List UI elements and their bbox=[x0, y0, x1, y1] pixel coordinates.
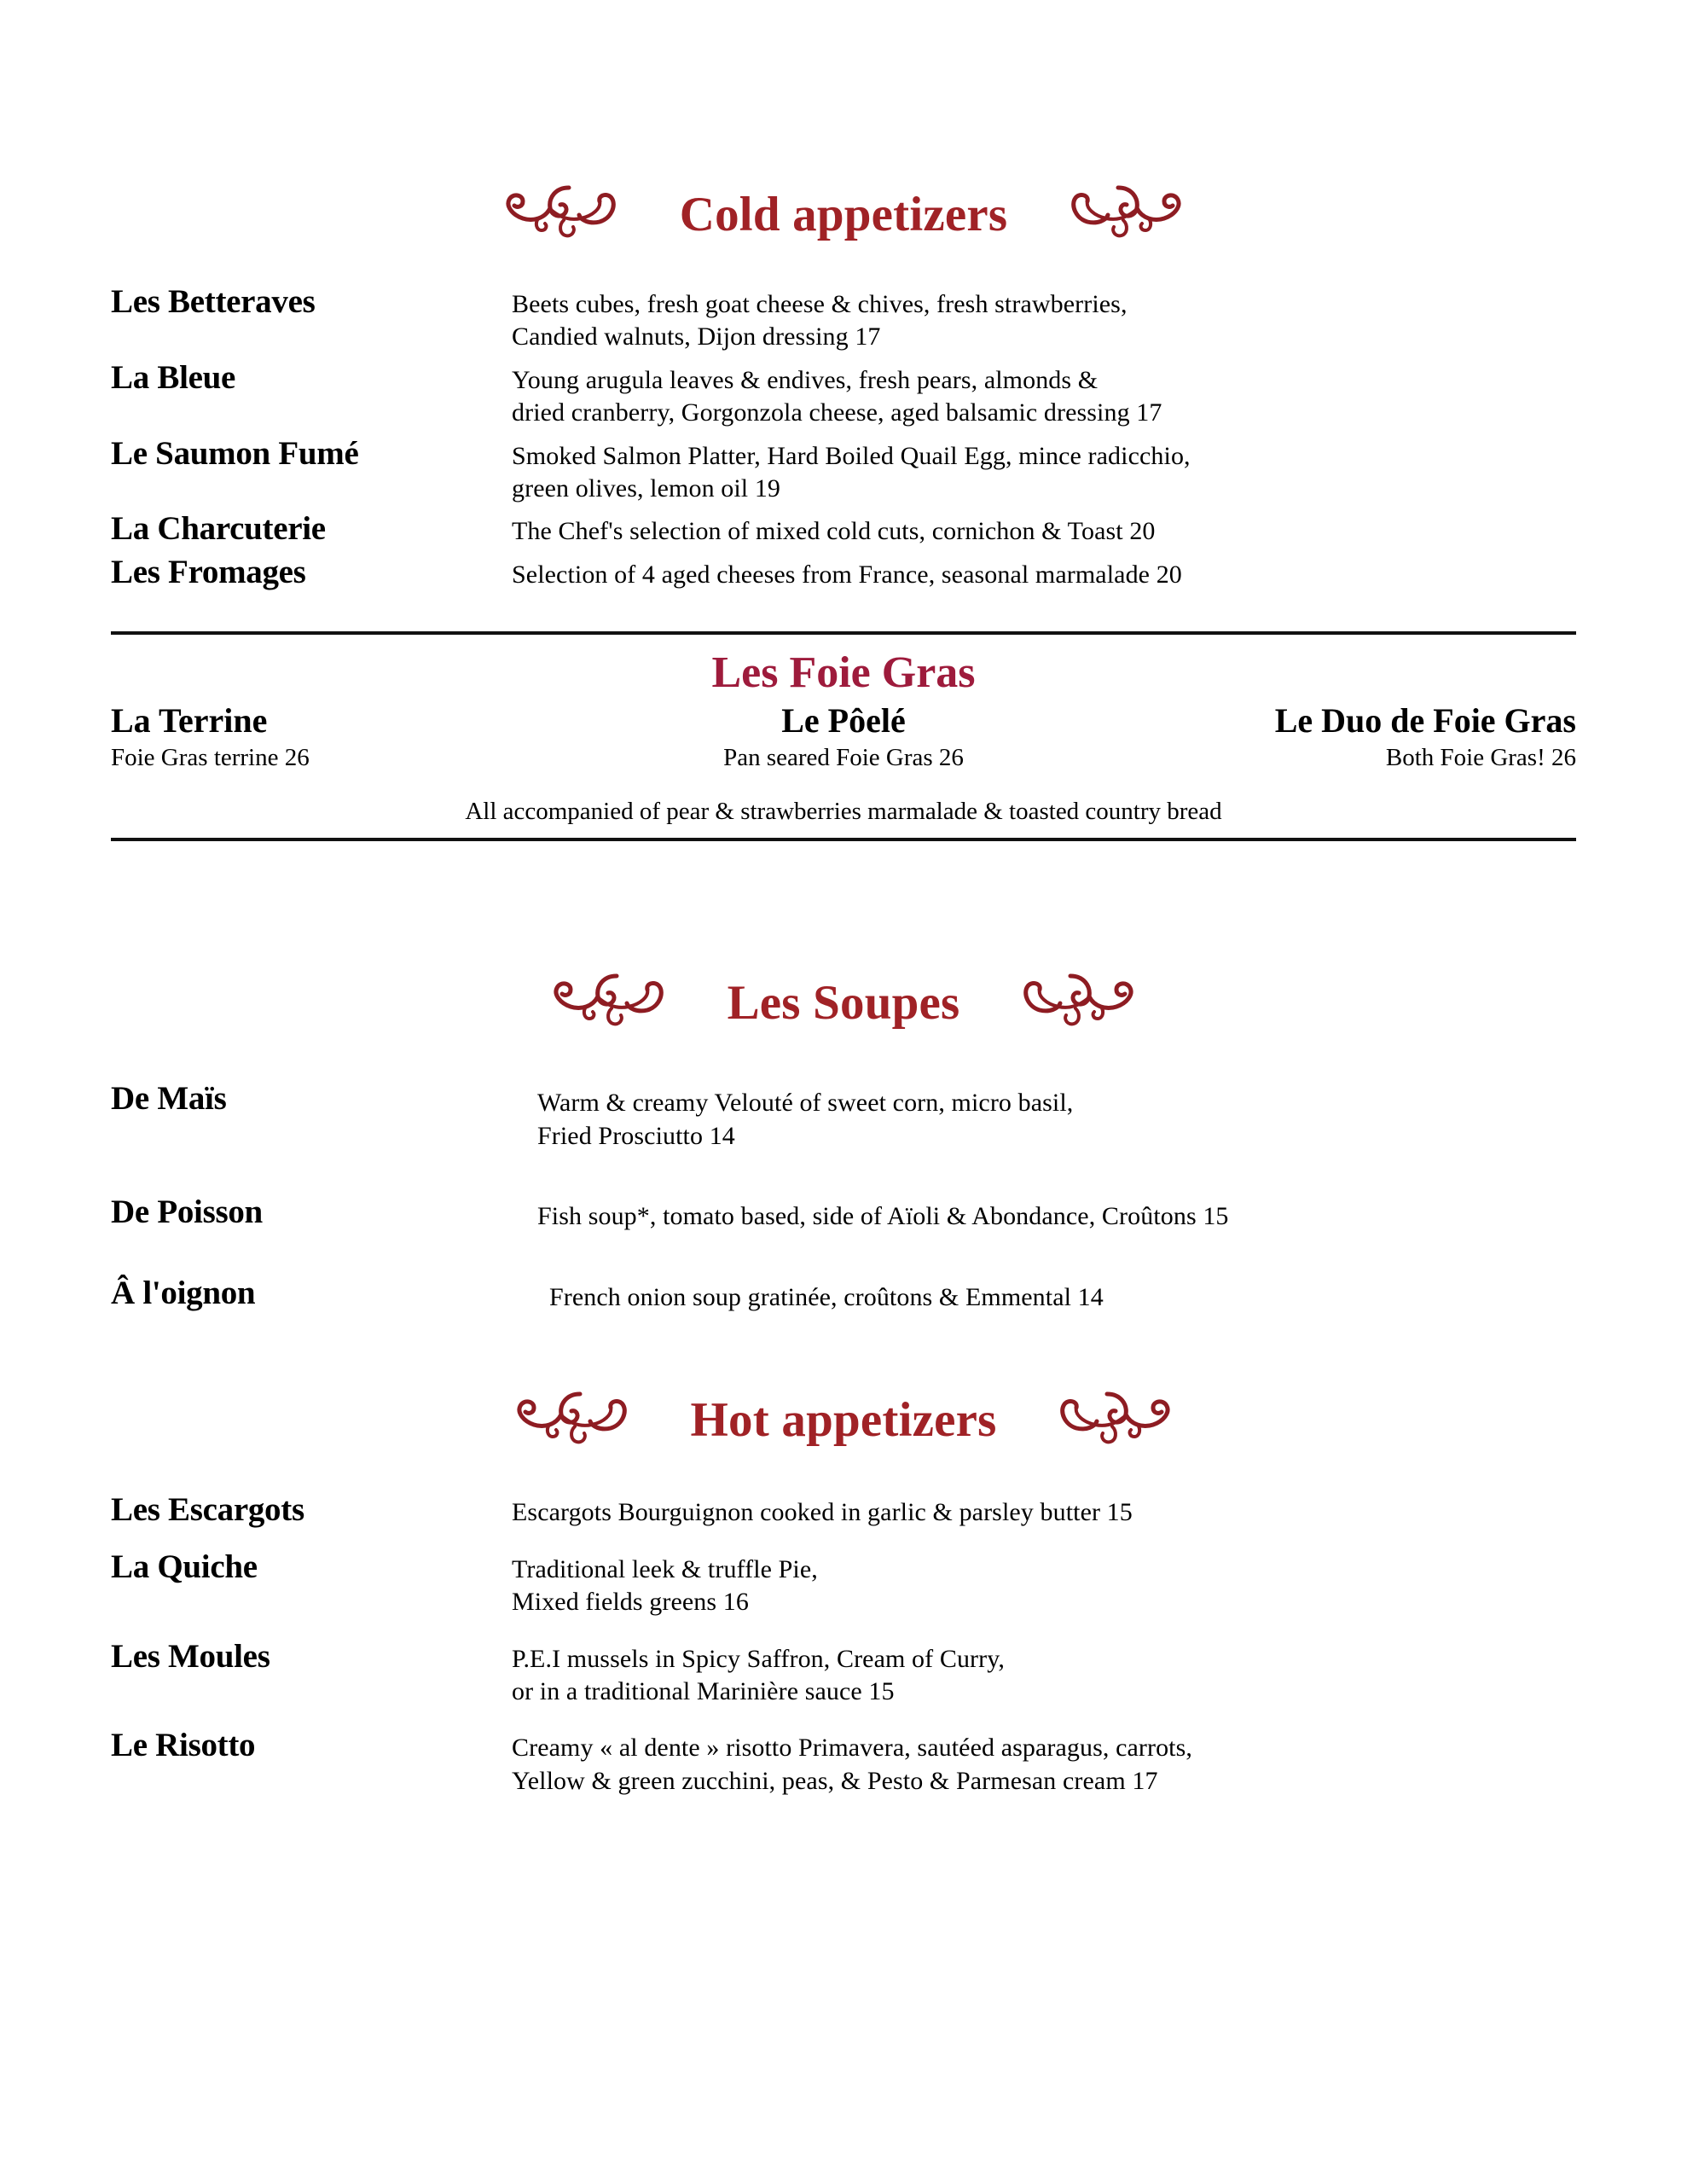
menu-item-row bbox=[111, 1491, 1576, 1530]
flourish-ornament-right-icon bbox=[1044, 1387, 1189, 1454]
description-line: Candied walnuts, Dijon dressing 17 bbox=[512, 322, 881, 351]
menu-item-description: Both Foie Gras! 26 bbox=[1385, 743, 1576, 771]
foie-gras-item bbox=[609, 702, 1078, 773]
menu-item-description bbox=[512, 1727, 1576, 1798]
divider-bottom bbox=[111, 838, 1576, 841]
menu-item-row bbox=[111, 1194, 1576, 1233]
flourish-ornament-left-icon bbox=[487, 181, 632, 247]
menu-item-row bbox=[111, 510, 1576, 549]
menu-item-row bbox=[111, 283, 1576, 354]
menu-item-name: De Maïs bbox=[111, 1080, 227, 1118]
flourish-ornament-left-icon bbox=[535, 969, 680, 1036]
menu-item-description: Foie Gras terrine 26 bbox=[111, 743, 310, 771]
description-line: or in a traditional Marinière sauce 15 bbox=[512, 1677, 895, 1705]
soupes-header bbox=[111, 969, 1576, 1036]
menu-item-row bbox=[111, 1548, 1576, 1619]
description-line: Smoked Salmon Platter, Hard Boiled Quail Egg, mince radicchio, bbox=[512, 441, 1191, 470]
menu-item-row bbox=[111, 1727, 1576, 1798]
description-line: dried cranberry, Gorgonzola cheese, aged balsamic dressing 17 bbox=[512, 398, 1162, 427]
menu-item-description bbox=[512, 1491, 1576, 1529]
section-title: Hot appetizers bbox=[690, 1393, 997, 1448]
section-title: Les Soupes bbox=[727, 975, 960, 1030]
flourish-ornament-right-icon bbox=[1007, 969, 1152, 1036]
divider-top bbox=[111, 631, 1576, 635]
description-line: Young arugula leaves & endives, fresh pears, almonds & bbox=[512, 365, 1099, 394]
flourish-ornament-right-icon bbox=[1055, 181, 1200, 247]
menu-item-row bbox=[111, 1638, 1576, 1709]
menu-item-row bbox=[111, 1275, 1576, 1314]
description-line: Selection of 4 aged cheeses from France, seasonal marmalade 20 bbox=[512, 561, 1182, 590]
section-foie-gras bbox=[111, 631, 1576, 841]
menu-item-row bbox=[111, 554, 1576, 592]
foie-gras-note: All accompanied of pear & strawberries marmalade & toasted country bread bbox=[465, 798, 1222, 826]
description-line: Mixed fields greens 16 bbox=[512, 1588, 749, 1617]
menu-item-description bbox=[512, 1638, 1576, 1709]
menu-item-description bbox=[537, 1080, 1576, 1153]
menu-item-name: Â l'oignon bbox=[111, 1274, 256, 1311]
description-line: P.E.I mussels in Spicy Saffron, Cream of Curry, bbox=[512, 1644, 1005, 1673]
foie-gras-item bbox=[111, 702, 609, 773]
menu-item-description bbox=[537, 1194, 1576, 1233]
section-hot-appetizers bbox=[111, 1387, 1576, 1798]
menu-item-description bbox=[537, 1275, 1576, 1314]
description-line: Warm & creamy Velouté of sweet corn, micro basil, bbox=[537, 1089, 1074, 1118]
description-line: Fried Prosciutto 14 bbox=[537, 1121, 735, 1150]
menu-item-name: Les Escargots bbox=[111, 1490, 304, 1528]
menu-item-name: Le Pôelé bbox=[781, 700, 906, 740]
menu-item-name: Le Risotto bbox=[111, 1727, 256, 1764]
foie-gras-block bbox=[111, 650, 1576, 826]
menu-item-description bbox=[512, 1548, 1576, 1619]
menu-item-row bbox=[111, 1080, 1576, 1153]
menu-item-description bbox=[512, 510, 1576, 548]
menu-item-name: La Bleue bbox=[111, 358, 236, 396]
section-soupes bbox=[111, 969, 1576, 1314]
description-line: Creamy « al dente » risotto Primavera, sautéed asparagus, carrots, bbox=[512, 1734, 1192, 1763]
menu-item-name: Les Betteraves bbox=[111, 283, 316, 320]
menu-item-name: La Charcuterie bbox=[111, 510, 326, 548]
menu-item-name: Le Saumon Fumé bbox=[111, 434, 359, 472]
flourish-ornament-left-icon bbox=[498, 1387, 643, 1454]
description-line: Traditional leek & truffle Pie, bbox=[512, 1554, 818, 1583]
description-line: Beets cubes, fresh goat cheese & chives, fresh strawberries, bbox=[512, 290, 1128, 318]
foie-gras-grid bbox=[111, 702, 1576, 773]
hot-appetizers-list bbox=[111, 1491, 1576, 1798]
menu-item-description bbox=[512, 359, 1576, 430]
menu-item-name: De Poisson bbox=[111, 1194, 263, 1231]
menu-item-description bbox=[512, 435, 1576, 506]
section-cold-appetizers bbox=[111, 0, 1576, 592]
cold-appetizers-header bbox=[111, 181, 1576, 247]
menu-item-name: Le Duo de Foie Gras bbox=[1274, 700, 1576, 740]
menu-item-name: Les Fromages bbox=[111, 554, 306, 591]
description-line: green olives, lemon oil 19 bbox=[512, 473, 781, 502]
menu-item-name: La Terrine bbox=[111, 700, 268, 740]
menu-item-row bbox=[111, 435, 1576, 506]
menu-item-name: Les Moules bbox=[111, 1637, 270, 1675]
description-line: Escargots Bourguignon cooked in garlic & parsley butter 15 bbox=[512, 1497, 1133, 1526]
menu-item-name: La Quiche bbox=[111, 1548, 258, 1585]
cold-appetizers-list bbox=[111, 283, 1576, 592]
foie-gras-title: Les Foie Gras bbox=[711, 648, 976, 698]
menu-item-description bbox=[512, 554, 1576, 591]
foie-gras-item bbox=[1078, 702, 1576, 773]
description-line: The Chef's selection of mixed cold cuts, cornichon & Toast 20 bbox=[512, 517, 1156, 546]
section-title: Cold appetizers bbox=[679, 187, 1008, 241]
description-line: Yellow & green zucchini, peas, & Pesto & Parmesan cream 17 bbox=[512, 1766, 1158, 1795]
soupes-list bbox=[111, 1080, 1576, 1314]
description-line: French onion soup gratinée, croûtons & Emmental 14 bbox=[549, 1282, 1104, 1311]
hot-appetizers-header bbox=[111, 1387, 1576, 1454]
menu-item-description: Pan seared Foie Gras 26 bbox=[723, 743, 964, 771]
menu-item-row bbox=[111, 359, 1576, 430]
menu-item-description bbox=[512, 283, 1576, 354]
description-line: Fish soup*, tomato based, side of Aïoli & Abondance, Croûtons 15 bbox=[537, 1202, 1229, 1231]
